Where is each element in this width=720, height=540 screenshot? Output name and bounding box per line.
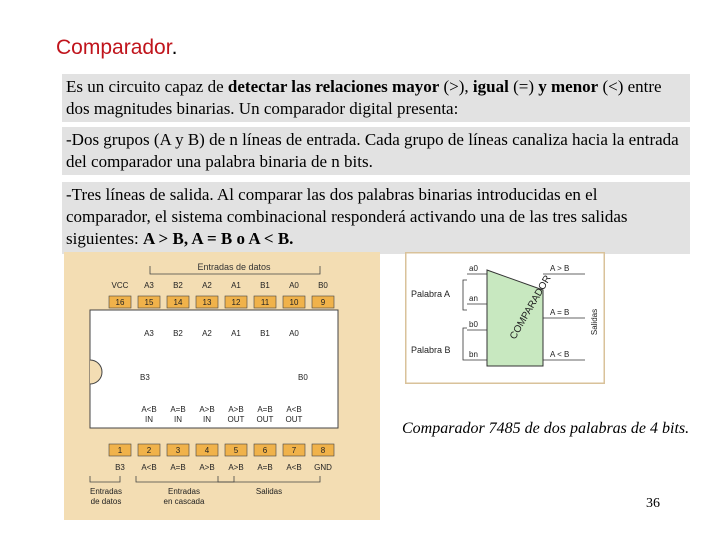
chip-inner-left-label: B3 <box>140 373 150 382</box>
input-label: b0 <box>469 320 478 329</box>
pin-number: 11 <box>260 298 270 307</box>
pin-number: 15 <box>144 298 154 307</box>
word-b-label: Palabra B <box>411 345 451 355</box>
paragraph-definition: Es un circuito capaz de detectar las relaciones mayor (>), igual (=) y menor (<) entre dos magnitudes binarias. Un comparador digital presenta: <box>66 77 662 118</box>
output-label: A < B <box>550 350 570 359</box>
chip-inner-top-label: B1 <box>260 329 270 338</box>
chip-inner-top-label: B2 <box>173 329 183 338</box>
outputs-label: Salidas <box>590 308 599 336</box>
chip-inner-bottom-label: OUT <box>227 415 245 424</box>
chip-inner-bottom-label: A=B <box>170 405 186 414</box>
chip-inner-top-label: A3 <box>144 329 154 338</box>
chip-top-label: A3 <box>144 281 154 290</box>
pin-number: 6 <box>262 446 268 455</box>
pin-number: 5 <box>233 446 239 455</box>
chip-bottom-label: A<B <box>141 463 157 472</box>
comparator-block-diagram <box>405 252 605 384</box>
chip-7485-pinout <box>64 252 380 520</box>
slide-title: Comparador. <box>56 36 178 59</box>
chip-inner-bottom-label: A=B <box>257 405 273 414</box>
chip-inner-bottom-label: A>B <box>199 405 215 414</box>
pin-number: 7 <box>291 446 297 455</box>
input-label: a0 <box>469 264 478 273</box>
page-number: 36 <box>646 496 660 511</box>
chip-inner-bottom-label: A>B <box>228 405 244 414</box>
pin-number: 12 <box>231 298 241 307</box>
pin-number: 10 <box>289 298 299 307</box>
input-label: bn <box>469 350 478 359</box>
chip-inner-bottom-label: OUT <box>285 415 303 424</box>
paragraph-outputs: -Tres líneas de salida. Al comparar las dos palabras binarias introducidas en el comparador, el sistema combinacional responderá activando una de las tres salidas siguientes: A > B, A = B o A < B. <box>66 185 628 248</box>
paragraph-inputs: -Dos grupos (A y B) de n líneas de entrada. Cada grupo de líneas canaliza hacia la entrada del comparador una palabra binaria de n bits. <box>66 130 679 171</box>
word-a-label: Palabra A <box>411 289 451 299</box>
chip-bottom-label: A<B <box>286 463 302 472</box>
chip-top-header: Entradas de datos <box>197 262 271 272</box>
group-label-cascade-1: Entradas <box>167 487 201 496</box>
chip-top-label: A0 <box>289 281 299 290</box>
chip-inner-top-label: A1 <box>231 329 241 338</box>
chip-top-label: B0 <box>318 281 328 290</box>
pin-number: 3 <box>175 446 181 455</box>
figure-caption: Comparador 7485 de dos palabras de 4 bits. <box>402 420 690 437</box>
chip-top-label: A1 <box>231 281 241 290</box>
chip-inner-bottom-label: IN <box>174 415 182 424</box>
pin-number: 14 <box>173 298 183 307</box>
pin-number: 2 <box>146 446 152 455</box>
pin-number: 9 <box>320 298 326 307</box>
pin-number: 4 <box>204 446 210 455</box>
output-label: A = B <box>550 308 570 317</box>
chip-inner-bottom-label: IN <box>203 415 211 424</box>
chip-bottom-label: A=B <box>257 463 273 472</box>
group-label-cascade-2: en cascada <box>163 497 205 506</box>
chip-bottom-label: GND <box>314 463 332 472</box>
chip-top-label: B1 <box>260 281 270 290</box>
chip-inner-top-label: A0 <box>289 329 299 338</box>
chip-bottom-label: A=B <box>170 463 186 472</box>
chip-bottom-label: A>B <box>228 463 244 472</box>
chip-top-label: VCC <box>111 281 129 290</box>
chip-inner-bottom-label: A<B <box>286 405 302 414</box>
pin-number: 1 <box>117 446 123 455</box>
chip-inner-right-label: B0 <box>298 373 308 382</box>
comparator-block-label: COMPARADOR <box>508 273 554 342</box>
chip-inner-bottom-label: A<B <box>141 405 157 414</box>
input-label: an <box>469 294 478 303</box>
chip-inner-bottom-label: OUT <box>256 415 274 424</box>
chip-inner-top-label: A2 <box>202 329 212 338</box>
chip-top-label: A2 <box>202 281 212 290</box>
group-label-data-1: Entradas <box>89 487 123 496</box>
chip-top-label: B2 <box>173 281 183 290</box>
chip-inner-bottom-label: IN <box>145 415 153 424</box>
chip-bottom-label: B3 <box>115 463 125 472</box>
output-label: A > B <box>550 264 570 273</box>
pin-number: 13 <box>202 298 212 307</box>
pin-number: 8 <box>320 446 326 455</box>
pin-number: 16 <box>115 298 125 307</box>
group-label-outputs: Salidas <box>255 487 283 496</box>
group-label-data-2: de datos <box>90 497 122 506</box>
chip-bottom-label: A>B <box>199 463 215 472</box>
